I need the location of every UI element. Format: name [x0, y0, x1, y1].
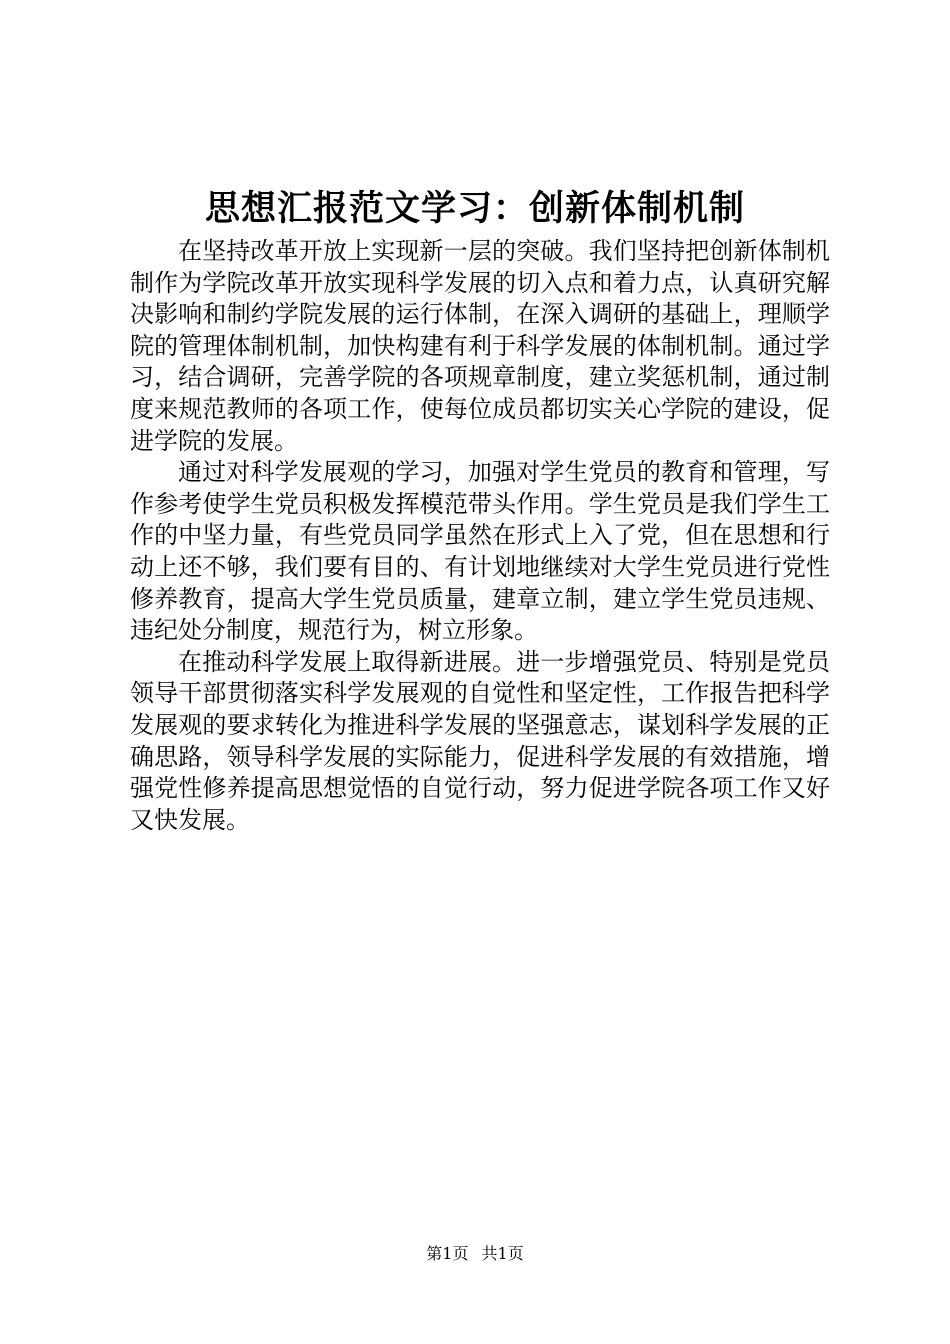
paragraph-3: 在推动科学发展上取得新进展。进一步增强党员、特别是党员领导干部贯彻落实科学发展观的自觉性和坚定性，工作报告把科学发展观的要求转化为推进科学发展的坚强意志，谋划科学发展的正确思路，领导科学发展的实际能力，促进科学发展的有效措施，增强党性修养提高思想觉悟的自觉行动，努力促进学院各项工作又好又快发展。: [130, 647, 830, 834]
page-footer: [0, 1243, 950, 1265]
paragraph-1: 在坚持改革开放上实现新一层的突破。我们坚持把创新体制机制作为学院改革开放实现科学发展的切入点和着力点，认真研究解决影响和制约学院发展的运行体制，在深入调研的基础上，理顺学院的管理体制机制，加快构建有利于科学发展的体制机制。通过学习，结合调研，完善学院的各项规章制度，建立奖惩机制，通过制度来规范教师的各项工作，使每位成员都切实关心学院的建设，促进学院的发展。: [130, 237, 830, 455]
document-body: [130, 236, 830, 836]
page-number-current: 第1页: [426, 1244, 469, 1263]
paragraph-2: 通过对科学发展观的学习，加强对学生党员的教育和管理，写作参考使学生党员积极发挥模范带头作用。学生党员是我们学生工作的中坚力量，有些党员同学虽然在形式上入了党，但在思想和行动上还不够，我们要有目的、有计划地继续对大学生党员进行党性修养教育，提高大学生党员质量，建章立制，建立学生党员违规、违纪处分制度，规范行为，树立形象。: [130, 458, 830, 645]
page-number-total: 共1页: [481, 1244, 524, 1263]
document-title: 思想汇报范文学习：创新体制机制: [204, 189, 745, 229]
